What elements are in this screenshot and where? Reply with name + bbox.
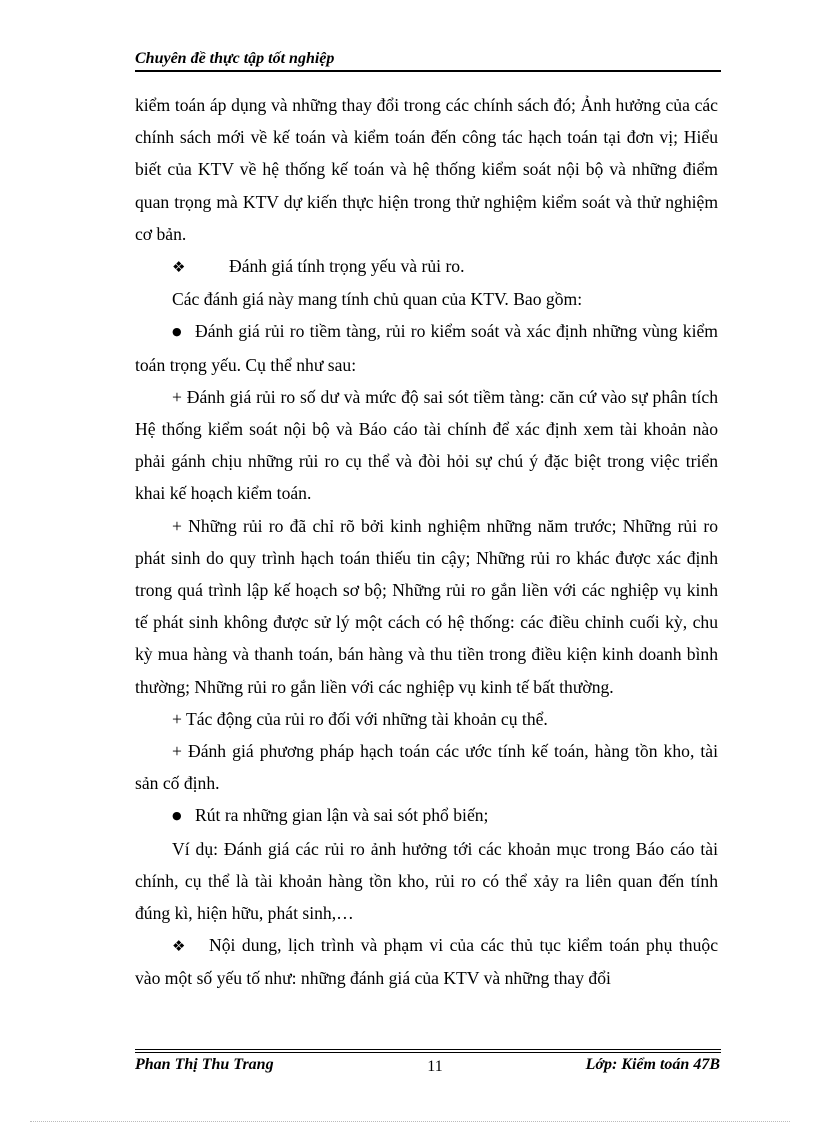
- footer-rule-bottom: [135, 1052, 721, 1053]
- footer-rule-top: [135, 1049, 721, 1050]
- header-rule: [135, 70, 721, 72]
- footer-author: Phan Thị Thu Trang: [135, 1056, 274, 1073]
- paragraph-risk-balance: + Đánh giá rủi ro số dư và mức độ sai sót tiềm tàng: căn cứ vào sự phân tích Hệ thống kiểm soát nội bộ và Báo cáo tài chính để xác định xem tài khoản nào phải gánh chịu những rủi ro cụ thể và đòi hỏi sự chú ý đặc biệt trong việc triển khai kế hoạch kiểm toán.: [135, 386, 718, 504]
- round-bullet-icon: ●: [172, 809, 182, 823]
- page-number: 11: [427, 1058, 443, 1075]
- bullet-item: [135, 799, 718, 832]
- bullet-item-text: Rút ra những gian lận và sai sót phổ biến;: [195, 805, 489, 826]
- header-title: Chuyên đề thực tập tốt nghiệp: [135, 50, 335, 67]
- paragraph-procedures: [135, 929, 718, 994]
- paragraph-risk-list: + Những rủi ro đã chỉ rõ bởi kinh nghiệm những năm trước; Những rủi ro phát sinh do quy trình hạch toán thiếu tin cậy; Những rủi ro khác được xác định trong quá trình lập kế hoạch sơ bộ; Những rủi ro gắn liền với các nghiệp vụ kinh tế phát sinh không được sử lý một cách có hệ thống: các điều chỉnh cuối kỳ, chu kỳ mua hàng và thanh toán, bán hàng và thu tiền trong điều kiện kinh doanh bình thường; Những rủi ro gắn liền với các nghiệp vụ kinh tế bất thường.: [135, 515, 718, 697]
- section-heading: [135, 250, 718, 283]
- bullet-item: [135, 315, 718, 380]
- paragraph-accounting-method: + Đánh giá phương pháp hạch toán các ước tính kế toán, hàng tồn kho, tài sản cố định.: [135, 741, 718, 794]
- paragraph-continuation: kiểm toán áp dụng và những thay đổi trong các chính sách đó; Ảnh hưởng của các chính sách mới về kế toán và kiểm toán đến công tác hạch toán tại đơn vị; Hiểu biết của KTV về hệ thống kế toán và hệ thống kiểm soát nội bộ và những điểm quan trọng mà KTV dự kiến thực hiện trong thử nghiệm kiểm soát và thử nghiệm cơ bản.: [135, 95, 718, 244]
- section-heading-text: Đánh giá tính trọng yếu và rủi ro.: [229, 256, 465, 277]
- diamond-bullet-icon: ❖: [172, 258, 186, 277]
- paragraph-risk-impact: + Tác động của rủi ro đối với những tài khoản cụ thể.: [172, 708, 548, 729]
- footer-class-label: Lớp: Kiểm toán 47B: [585, 1056, 720, 1073]
- paragraph-intro: Các đánh giá này mang tính chủ quan của KTV. Bao gồm:: [172, 289, 583, 310]
- document-body: [135, 89, 718, 995]
- paragraph-procedures-text: Nội dung, lịch trình và phạm vi của các thủ tục kiểm toán phụ thuộc vào một số yếu tố như: những đánh giá của KTV và những thay đổi: [135, 935, 718, 989]
- round-bullet-icon: ●: [172, 325, 182, 339]
- diamond-bullet-icon: ❖: [172, 937, 186, 956]
- bullet-item-text: Đánh giá rủi ro tiềm tàng, rủi ro kiểm soát và xác định những vùng kiểm toán trọng yếu. Cụ thể như sau:: [135, 321, 718, 375]
- page-boundary: [30, 1121, 790, 1122]
- paragraph-example: Ví dụ: Đánh giá các rủi ro ảnh hưởng tới các khoản mục trong Báo cáo tài chính, cụ thể là tài khoản hàng tồn kho, rủi ro có thể xảy ra liên quan đến tính đúng kì, hiện hữu, phát sinh,…: [135, 838, 718, 924]
